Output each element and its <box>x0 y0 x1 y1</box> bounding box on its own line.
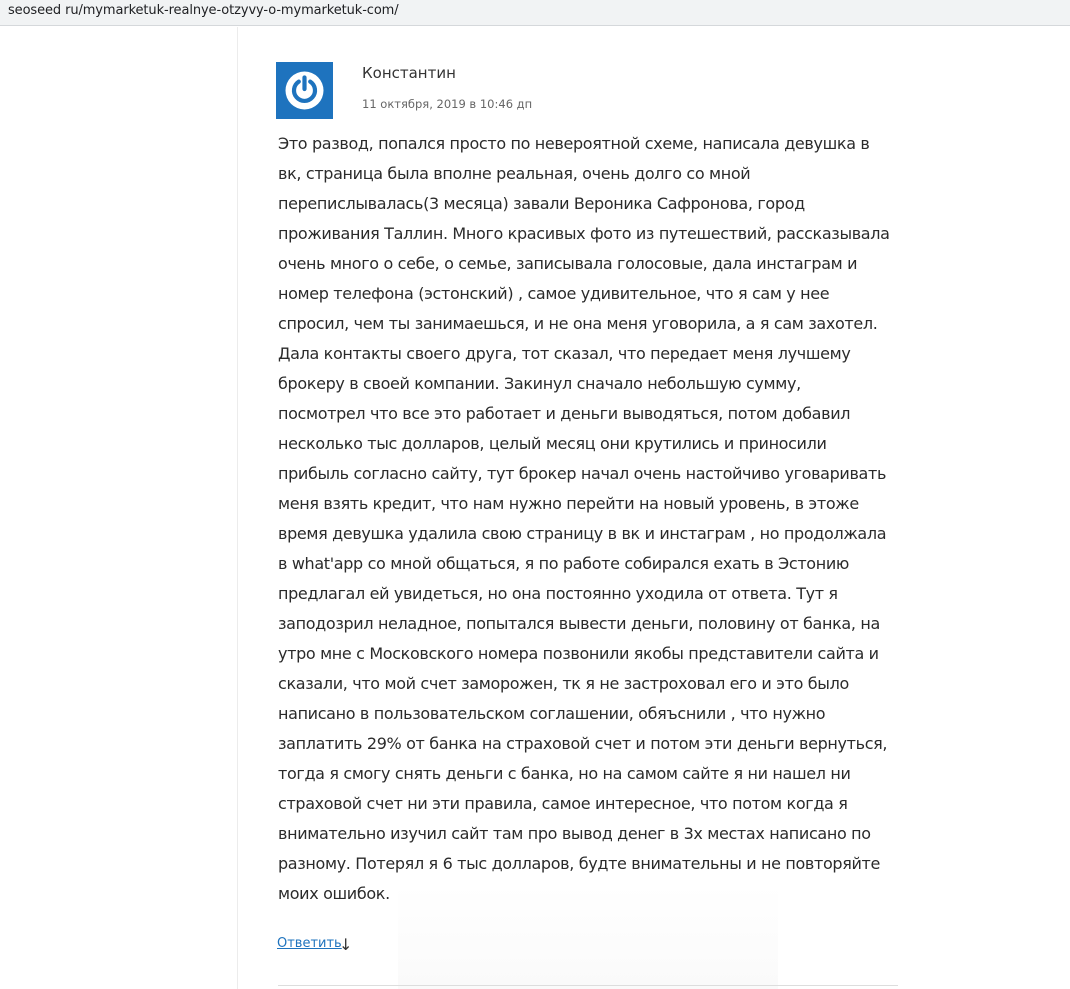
arrow-down-icon[interactable]: ↓ <box>339 935 353 954</box>
url-text[interactable]: seoseed ru/mymarketuk-realnye-otzyvy-o-mymarketuk-com/ <box>8 3 399 18</box>
comment-divider <box>278 985 898 986</box>
comment-line: внимательно изучил сайт там про вывод денег в 3х местах написано по <box>278 824 871 843</box>
comment-line: Это развод, попался просто по невероятной схеме, написала девушка в <box>278 134 870 153</box>
comment-line: предлагал ей увидеться, но она постоянно уходила от ответа. Тут я <box>278 584 838 603</box>
comment-body <box>278 129 918 909</box>
comment-line: заплатить 29% от банка на страховой счет и потом эти деньги вернуться, <box>278 734 888 753</box>
comment-line: страховой счет ни эти правила, самое интересное, что потом когда я <box>278 794 848 813</box>
background-fade <box>398 885 778 989</box>
comment-line: номер телефона (эстонский) , самое удивительное, что я сам у нее <box>278 284 830 303</box>
address-bar[interactable] <box>0 0 1070 26</box>
comment-line: несколько тыс долларов, целый месяц они крутились и приносили <box>278 434 827 453</box>
comment-line: разному. Потерял я 6 тыс долларов, будте внимательны и не повторяйте <box>278 854 880 873</box>
comment-line: проживания Таллин. Много красивых фото из путешествий, рассказывала <box>278 224 890 243</box>
comment-line: очень много о себе, о семье, записывала голосовые, дала инстаграм и <box>278 254 858 273</box>
comment-author[interactable]: Константин <box>362 64 456 82</box>
comment-line: написано в пользовательском соглашении, обяъснили , что нужно <box>278 704 826 723</box>
comment-line: перепислывалась(3 месяца) завали Вероника Сафронова, город <box>278 194 805 213</box>
comment-line: время девушка удалила свою страницу в вк и инстаграм , но продолжала <box>278 524 887 543</box>
comment-line: тогда я смогу снять деньги с банка, но на самом сайте я ни нашел ни <box>278 764 851 783</box>
comment-line: посмотрел что все это работает и деньги выводяться, потом добавил <box>278 404 851 423</box>
comment-line: прибыль согласно сайту, тут брокер начал очень настойчиво уговаривать <box>278 464 887 483</box>
comment-line: сказали, что мой счет заморожен, тк я не застроховал его и это было <box>278 674 849 693</box>
comment-line: вк, страница была вполне реальная, очень долго со мной <box>278 164 751 183</box>
comment-line: меня взять кредит, что нам нужно перейти на новый уровень, в этоже <box>278 494 859 513</box>
comment-line: заподозрил неладное, попытался вывести деньги, половину от банка, на <box>278 614 880 633</box>
avatar <box>276 62 333 119</box>
comment-date[interactable]: 11 октября, 2019 в 10:46 дп <box>362 97 533 111</box>
comment-line: спросил, чем ты занимаешься, и не она меня уговорила, а я сам захотел. <box>278 314 878 333</box>
reply-link[interactable]: Ответить <box>277 936 342 951</box>
comment-line: моих ошибок. <box>278 884 390 903</box>
power-symbol-icon <box>276 62 333 119</box>
comment-line: Дала контакты своего друга, тот сказал, что передает меня лучшему <box>278 344 851 363</box>
comment-line: в what'app со мной общаться, я по работе собирался ехать в Эстонию <box>278 554 850 573</box>
comment-line: брокеру в своей компании. Закинул сначало небольшую сумму, <box>278 374 801 393</box>
comment-line: утро мне с Московского номера позвонили якобы представители сайта и <box>278 644 879 663</box>
